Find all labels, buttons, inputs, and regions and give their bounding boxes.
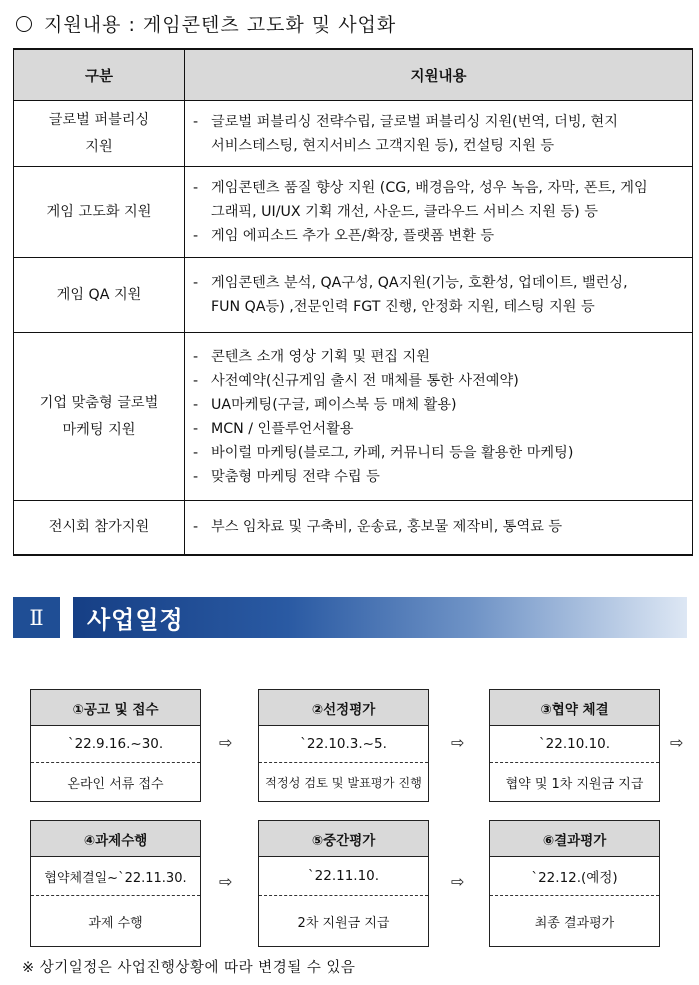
section-number: Ⅱ <box>13 597 60 638</box>
schedule-step <box>489 689 660 802</box>
circle-bullet-icon <box>16 16 32 32</box>
step-desc: 2차 지원금 지급 <box>297 916 390 931</box>
right-arrow-icon: ⇨ <box>451 872 465 891</box>
step-date: `22.10.3.~5. <box>259 726 428 763</box>
table-row <box>14 167 693 258</box>
step-desc: 과제 수행 <box>88 916 143 931</box>
row-content: - 부스 임차료 및 구축비, 운송료, 홍보물 제작비, 통역료 등 <box>185 501 693 555</box>
row-category: 기업 맞춤형 글로벌 마케팅 지원 <box>14 333 185 501</box>
section-title <box>16 10 396 37</box>
footnote: ※ 상기일정은 사업진행상황에 따라 변경될 수 있음 <box>22 960 356 976</box>
row-category: 전시회 참가지원 <box>14 501 185 555</box>
section-banner-title: 사업일정 <box>73 597 687 638</box>
row-content: - 게임콘텐츠 분석, QA구성, QA지원(기능, 호환성, 업데이트, 밸런싱, FUN QA등) ,전문인력 FGT 진행, 안정화 지원, 테스팅 지원 등 <box>185 258 693 333</box>
right-arrow-icon: ⇨ <box>451 733 465 752</box>
header-category: 구분 <box>14 49 185 101</box>
right-arrow-icon: ⇨ <box>219 733 233 752</box>
schedule-step <box>30 820 201 947</box>
step-desc: 최종 결과평가 <box>534 916 615 931</box>
step-date: `22.12.(예정) <box>490 857 659 896</box>
table-row <box>14 101 693 167</box>
schedule-step <box>489 820 660 947</box>
row-content: - 글로벌 퍼블리싱 전략수립, 글로벌 퍼블리싱 지원(번역, 더빙, 현지 서비스테스팅, 현지서비스 고객지원 등), 컨설팅 지원 등 <box>185 101 693 167</box>
step-title: ②선정평가 <box>259 690 428 726</box>
table-row <box>14 258 693 333</box>
step-date: `22.10.10. <box>490 726 659 763</box>
step-title: ④과제수행 <box>31 821 200 857</box>
row-category: 게임 QA 지원 <box>14 258 185 333</box>
schedule-step <box>30 689 201 802</box>
schedule-step <box>258 820 429 947</box>
table-row <box>14 333 693 501</box>
step-desc: 적정성 검토 및 발표평가 진행 <box>265 776 422 790</box>
section-banner <box>13 597 687 638</box>
row-content: - 게임콘텐츠 품질 향상 지원 (CG, 배경음악, 성우 녹음, 자막, 폰트, 게임 그래픽, UI/UX 기획 개선, 사운드, 클라우드 서비스 지원 등) 등 - 게임 에피소드 추가 오픈/확장, 플랫폼 변환 등 <box>185 167 693 258</box>
step-date: `22.11.10. <box>259 857 428 896</box>
row-content: - 콘텐츠 소개 영상 기획 및 편집 지원 - 사전예약(신규게임 출시 전 매체를 통한 사전예약) - UA마케팅(구글, 페이스북 등 매체 활용) - MCN / 인플루언서활용 - 바이럴 마케팅(블로그, 카페, 커뮤니티 등을 활용한 마케팅) - 맞춤형 마케팅 전략 수립 등 <box>185 333 693 501</box>
right-arrow-icon: ⇨ <box>670 733 684 752</box>
support-table <box>13 48 693 556</box>
step-date: 협약체결일~`22.11.30. <box>31 857 200 896</box>
step-date: `22.9.16.~30. <box>31 726 200 763</box>
table-header-row <box>14 49 693 101</box>
header-content: 지원내용 <box>185 49 693 101</box>
step-desc: 협약 및 1차 지원금 지급 <box>505 777 644 792</box>
step-title: ①공고 및 접수 <box>31 690 200 726</box>
step-title: ⑥결과평가 <box>490 821 659 857</box>
schedule-step <box>258 689 429 802</box>
right-arrow-icon: ⇨ <box>219 872 233 891</box>
table-row <box>14 501 693 555</box>
step-title: ⑤중간평가 <box>259 821 428 857</box>
step-desc: 온라인 서류 접수 <box>67 777 164 792</box>
row-category: 글로벌 퍼블리싱 지원 <box>14 101 185 167</box>
section-title-text: 지원내용 : 게임콘텐츠 고도화 및 사업화 <box>44 14 397 36</box>
row-category: 게임 고도화 지원 <box>14 167 185 258</box>
step-title: ③협약 체결 <box>490 690 659 726</box>
